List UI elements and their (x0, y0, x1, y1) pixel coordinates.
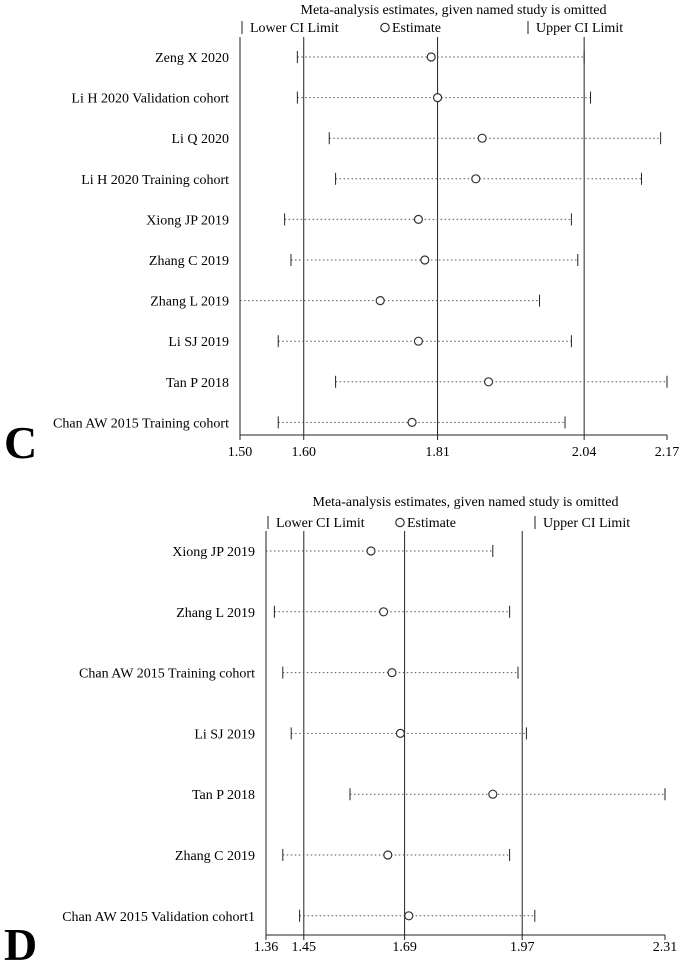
study-row (171, 132, 660, 147)
panel-letter: C (4, 417, 38, 468)
study-label: Zhang C 2019 (174, 849, 255, 864)
estimate-point (384, 851, 392, 859)
estimate-point (396, 729, 404, 737)
study-label: Li Q 2020 (171, 132, 229, 148)
study-row (175, 849, 510, 864)
x-tick-label: 1.81 (425, 445, 450, 460)
study-row (155, 51, 584, 66)
study-label: Xiong JP 2019 (172, 545, 255, 560)
study-row (81, 173, 641, 188)
study-label: Xiong JP 2019 (146, 213, 229, 229)
estimate-point (489, 790, 497, 798)
study-row (149, 254, 578, 269)
estimate-point (427, 53, 435, 61)
study-row (62, 910, 535, 925)
study-label: Zhang L 2019 (176, 605, 255, 621)
x-tick-label: 2.04 (571, 445, 597, 460)
estimate-point (472, 175, 480, 183)
estimate-point (421, 256, 429, 264)
study-label: Zeng X 2020 (155, 51, 229, 66)
legend-estimate-label: Estimate (407, 516, 456, 531)
study-label: Li H 2020 Training cohort (81, 172, 229, 188)
estimate-point (380, 608, 388, 616)
study-row (53, 416, 565, 431)
legend-lower-label: Lower CI Limit (276, 516, 365, 531)
x-tick-label: 1.36 (253, 940, 279, 955)
estimate-point (485, 378, 493, 386)
study-label: Li SJ 2019 (194, 727, 255, 743)
estimate-point (414, 215, 422, 223)
study-row (194, 727, 526, 742)
study-label: Tan P 2018 (191, 788, 255, 804)
study-label: Chan AW 2015 Validation cohort1 (62, 909, 255, 925)
study-row (146, 213, 571, 228)
study-row (166, 376, 667, 391)
estimate-point (478, 134, 486, 142)
panel-d-forest-plot (4, 495, 677, 964)
estimate-point (376, 297, 384, 305)
legend-upper-label: Upper CI Limit (536, 21, 624, 36)
study-label: Li SJ 2019 (168, 335, 229, 351)
legend-estimate-marker (396, 518, 404, 526)
chart-title: Meta-analysis estimates, given named study is omitted (300, 3, 607, 18)
legend-lower-label: Lower CI Limit (250, 21, 339, 36)
panel-c-forest-plot (4, 3, 679, 468)
chart-title: Meta-analysis estimates, given named study is omitted (312, 495, 619, 510)
study-row (168, 335, 571, 350)
x-tick-label: 1.60 (291, 445, 316, 460)
estimate-point (388, 669, 396, 677)
legend-upper-label: Upper CI Limit (543, 516, 631, 531)
estimate-point (414, 337, 422, 345)
x-tick-label: 1.69 (392, 940, 417, 955)
x-tick-label: 2.31 (652, 940, 678, 955)
study-label: Zhang C 2019 (148, 254, 229, 269)
study-label: Chan AW 2015 Training cohort (53, 416, 229, 432)
study-label: Zhang L 2019 (150, 294, 229, 310)
estimate-point (434, 94, 442, 102)
legend-estimate-label: Estimate (392, 21, 441, 36)
chart-legend (242, 21, 623, 36)
chart-legend (268, 516, 630, 531)
study-label: Chan AW 2015 Training cohort (79, 666, 255, 682)
study-row (172, 545, 493, 560)
x-tick-label: 1.50 (227, 445, 253, 460)
estimate-point (367, 547, 375, 555)
x-tick-label: 2.17 (654, 445, 680, 460)
study-row (79, 667, 518, 682)
legend-estimate-marker (381, 23, 389, 31)
estimate-point (405, 912, 413, 920)
x-tick-label: 1.45 (291, 940, 317, 955)
x-tick-label: 1.97 (509, 940, 535, 955)
study-label: Li H 2020 Validation cohort (71, 91, 229, 107)
panel-letter: D (4, 919, 38, 964)
study-label: Tan P 2018 (165, 375, 229, 391)
estimate-point (408, 418, 416, 426)
study-row (192, 788, 665, 803)
study-row (150, 295, 539, 310)
study-row (176, 606, 509, 621)
study-row (71, 92, 590, 107)
